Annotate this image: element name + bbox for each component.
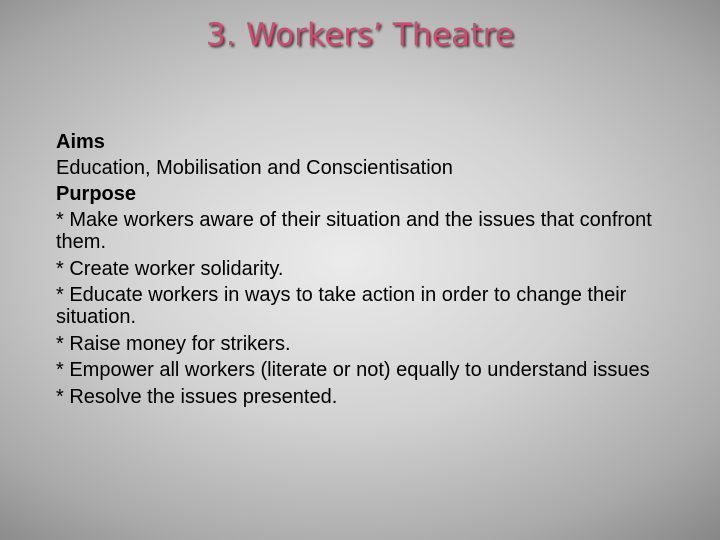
- purpose-item-2: * Create worker solidarity.: [56, 258, 284, 280]
- slide-title: 3. Workers’ Theatre: [205, 17, 515, 53]
- purpose-item-5: * Empower all workers (literate or not) equally to understand issues: [56, 359, 650, 381]
- purpose-item-6: * Resolve the issues presented.: [56, 386, 338, 408]
- purpose-item-4: * Raise money for strikers.: [56, 333, 291, 355]
- purpose-item-3: * Educate workers in ways to take action in order to change their situation.: [56, 284, 627, 328]
- aims-text: Education, Mobilisation and Conscientisation: [56, 157, 453, 179]
- purpose-heading: Purpose: [56, 183, 137, 205]
- aims-heading: Aims: [56, 131, 105, 153]
- purpose-item-1: * Make workers aware of their situation and the issues that confront them.: [56, 209, 652, 253]
- slide-body: [56, 131, 696, 412]
